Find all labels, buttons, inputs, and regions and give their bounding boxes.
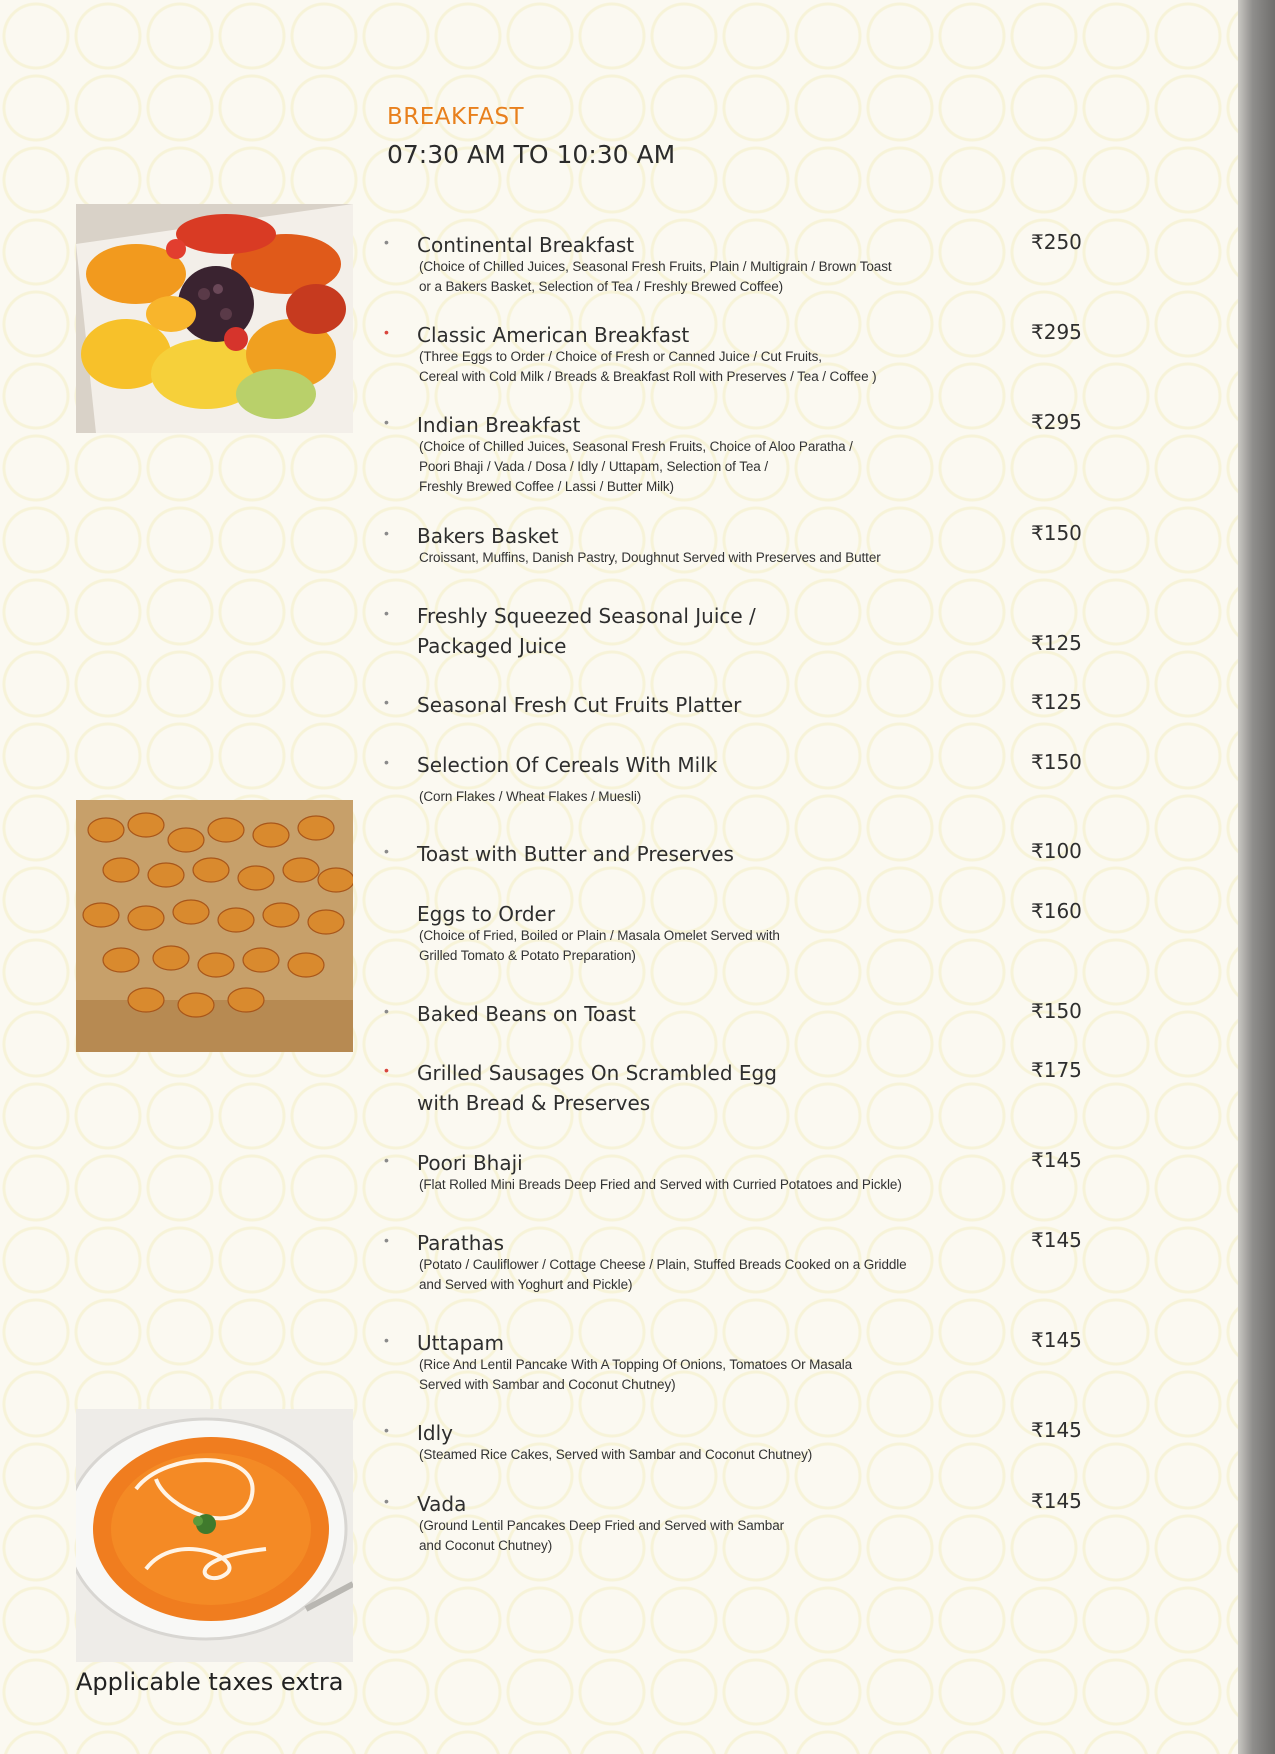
item-description: (Three Eggs to Order / Choice of Fresh or Canned Juice / Cut Fruits, Cereal with Cold Milk / Breads & Breakfast Roll with Preserves / Tea / Coffee ) <box>419 349 877 384</box>
item-name: Vada <box>417 1492 467 1516</box>
item-price: ₹145 <box>1031 1489 1082 1513</box>
item-price: ₹295 <box>1031 320 1082 344</box>
item-price: ₹150 <box>1031 750 1082 774</box>
tax-note: Applicable taxes extra <box>76 1668 344 1696</box>
item-price: ₹125 <box>1031 690 1082 714</box>
menu-page: BREAKFAST 07:30 AM TO 10:30 AM • Continental Breakfast (Choice of Chilled Juices, Seasonal Fresh Fruits, Plain / Multigrain / Brown Toast or a Bakers Basket, Selection of Tea / Freshly Brewed Coffee) ₹250 • Classic American Breakfast (Three Eggs to Order / Choice of Fresh or Canned Juice / Cut Fruits, Cereal with Cold Milk / Breads & Breakfast Roll with Preserves / Tea / Coffee ) ₹295 • Indian Breakfast (Choice of Chilled Juices, Seasonal Fresh Fruits, Choice of Aloo Paratha / Poori Bhaji / Vada / Dosa / Idly / Uttapam, Selection of Tea / Freshly Brewed Coffee / Lassi / Butter Milk) ₹295 • Bakers Basket Croissant, Muffins, Danish Pastry, Doughnut Served with Preserves and Butter ₹150 • Freshly Squeezed Seasonal Juice / Packaged Juice ₹125 • Seasonal Fresh Cut Fruits Platter ₹125 • Selection Of Cereals With Milk (Corn Flakes / Wheat Flakes / Muesli) ₹150 • Toast with Butter and Preserves ₹100 Eggs to Order (Choice of Fried, Boiled or Plain / Masala Omelet Served with Grilled Tomato & Potato Preparation) ₹160 • Baked Beans on Toast ₹150 • Grilled Sausages On Scrambled Egg with Bread & Preserves ₹175 • Poori Bhaji (Flat Rolled Mini Breads Deep Fried and Served with Curried Potatoes and Pickle) ₹145 • Parathas (Potato / Cauliflower / Cottage Cheese / Plain, Stuffed Breads Cooked on a Griddle and Served with Yoghurt and Pickle) ₹145 • Uttapam (Rice And Lentil Pancake With A Topping Of Onions, Tomatoes Or Masala Served with Sambar and Coconut Chutney) ₹145 • Idly (Steamed Rice Cakes, Served with Sambar and Coconut Chutney) ₹145 • Vada (Ground Lentil Pancakes Deep Fried and Served with Sambar and Coconut Chutney) ₹145 Applicable taxes extra <box>0 0 1238 1754</box>
item-price: ₹150 <box>1031 521 1082 545</box>
item-name: Classic American Breakfast <box>417 323 690 347</box>
item-description: (Choice of Chilled Juices, Seasonal Fresh Fruits, Plain / Multigrain / Brown Toast or a Bakers Basket, Selection of Tea / Freshly Brewed Coffee) <box>419 259 892 294</box>
item-name: Toast with Butter and Preserves <box>417 842 734 866</box>
service-hours: 07:30 AM TO 10:30 AM <box>387 140 676 169</box>
item-price: ₹145 <box>1031 1418 1082 1442</box>
item-name: Selection Of Cereals With Milk <box>417 753 718 777</box>
item-price: ₹125 <box>1031 631 1082 655</box>
item-price: ₹145 <box>1031 1148 1082 1172</box>
item-description: (Choice of Fried, Boiled or Plain / Masala Omelet Served with Grilled Tomato & Potato Preparation) <box>419 928 780 963</box>
item-name: Grilled Sausages On Scrambled Egg with Bread & Preserves <box>417 1061 777 1115</box>
soup-bowl-photo <box>76 1409 353 1662</box>
item-name: Seasonal Fresh Cut Fruits Platter <box>417 693 742 717</box>
item-name: Poori Bhaji <box>417 1151 523 1175</box>
item-price: ₹175 <box>1031 1058 1082 1082</box>
fruit-platter-photo <box>76 204 353 433</box>
item-description: (Flat Rolled Mini Breads Deep Fried and Served with Curried Potatoes and Pickle) <box>419 1177 902 1192</box>
item-description: (Steamed Rice Cakes, Served with Sambar and Coconut Chutney) <box>419 1447 813 1462</box>
item-name: Freshly Squeezed Seasonal Juice / Packaged Juice <box>417 604 756 658</box>
page-edge <box>1238 0 1275 1754</box>
item-price: ₹295 <box>1031 410 1082 434</box>
baked-beans-photo <box>76 800 353 1052</box>
item-name: Baked Beans on Toast <box>417 1002 636 1026</box>
item-description: (Potato / Cauliflower / Cottage Cheese / Plain, Stuffed Breads Cooked on a Griddle and Served with Yoghurt and Pickle) <box>419 1257 907 1292</box>
item-description: (Rice And Lentil Pancake With A Topping Of Onions, Tomatoes Or Masala Served with Sambar and Coconut Chutney) <box>419 1357 853 1392</box>
item-name: Idly <box>417 1421 453 1445</box>
item-price: ₹160 <box>1031 899 1082 923</box>
item-description: (Ground Lentil Pancakes Deep Fried and Served with Sambar and Coconut Chutney) <box>419 1518 784 1553</box>
item-price: ₹145 <box>1031 1228 1082 1252</box>
item-name: Indian Breakfast <box>417 413 581 437</box>
item-description: (Corn Flakes / Wheat Flakes / Muesli) <box>419 789 642 804</box>
item-price: ₹145 <box>1031 1328 1082 1352</box>
item-name: Continental Breakfast <box>417 233 635 257</box>
item-name: Eggs to Order <box>417 902 556 926</box>
item-name: Uttapam <box>417 1331 505 1355</box>
menu-header <box>387 104 675 169</box>
category-title: BREAKFAST <box>387 104 525 130</box>
item-price: ₹150 <box>1031 999 1082 1023</box>
item-name: Parathas <box>417 1231 505 1255</box>
item-name: Bakers Basket <box>417 524 559 548</box>
item-price: ₹250 <box>1031 230 1082 254</box>
item-description: (Choice of Chilled Juices, Seasonal Fresh Fruits, Choice of Aloo Paratha / Poori Bhaji / Vada / Dosa / Idly / Uttapam, Selection of Tea / Freshly Brewed Coffee / Lassi / Butter Milk) <box>419 439 853 494</box>
item-description: Croissant, Muffins, Danish Pastry, Doughnut Served with Preserves and Butter <box>419 550 881 565</box>
item-price: ₹100 <box>1031 839 1082 863</box>
